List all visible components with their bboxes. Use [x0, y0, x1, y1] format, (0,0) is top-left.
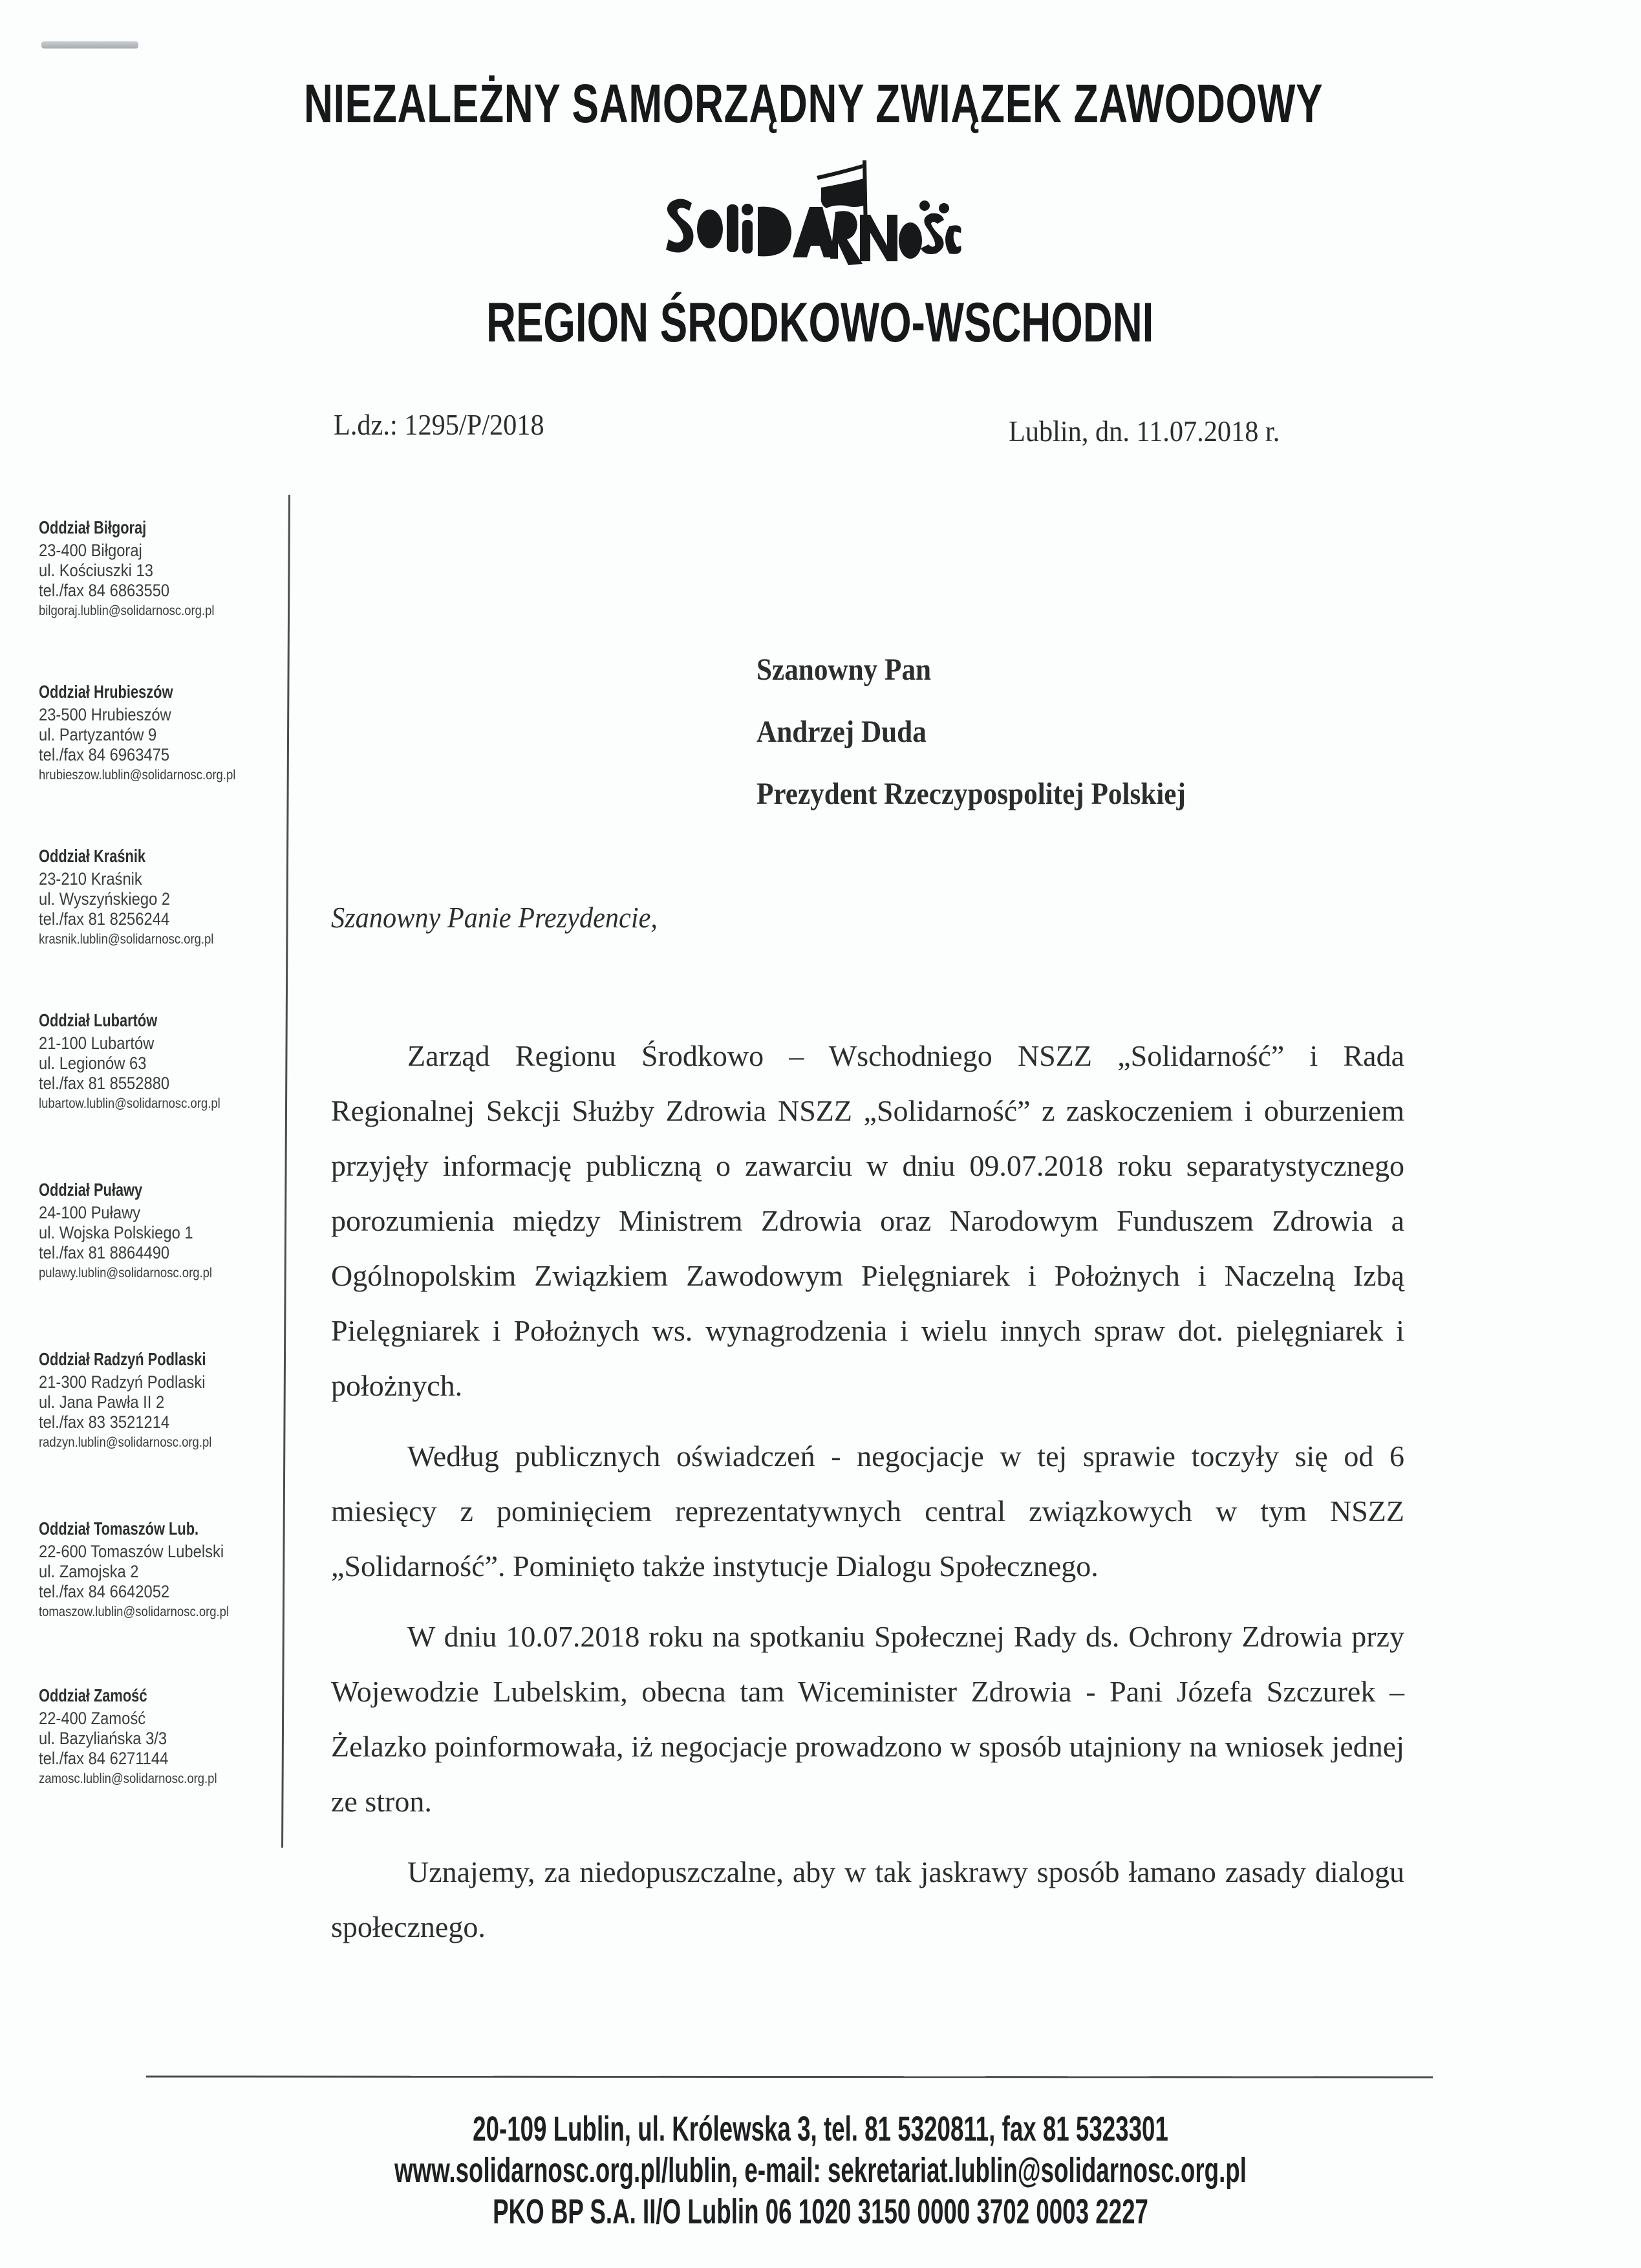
- recipient-greeting: Szanowny Pan: [756, 653, 932, 687]
- scan-artifact-mark: [41, 41, 138, 49]
- branch-postal: 21-100 Lubartów: [39, 1033, 155, 1053]
- branch-email: tomaszow.lublin@solidarnosc.org.pl: [39, 1604, 230, 1619]
- branch-postal: 23-500 Hrubieszów: [39, 705, 171, 724]
- branch-street: ul. Wyszyńskiego 2: [39, 889, 171, 909]
- branch-phone: tel./fax 84 6963475: [39, 745, 170, 764]
- branch-entry: [39, 682, 263, 785]
- salutation: Szanowny Panie Prezydencie,: [331, 901, 658, 934]
- body-paragraph: Uznajemy, za niedopuszczalne, aby w tak jaskrawy sposób łamano zasady dialogu społecznego.: [331, 1855, 1404, 1943]
- branch-postal: 21-300 Radzyń Podlaski: [39, 1372, 206, 1392]
- branch-phone: tel./fax 83 3521214: [39, 1412, 170, 1432]
- branch-street: ul. Legionów 63: [39, 1053, 147, 1073]
- branch-street: ul. Wojska Polskiego 1: [39, 1223, 193, 1242]
- branch-phone: tel./fax 81 8864490: [39, 1243, 170, 1262]
- footer-web-email: www.solidarnosc.org.pl/lublin, e-mail: sekretariat.lublin@solidarnosc.org.pl: [394, 2151, 1247, 2190]
- letterhead-footer: [0, 2108, 1641, 2232]
- solidarnosc-logo-icon: [660, 142, 963, 272]
- branch-phone: tel./fax 84 6863550: [39, 581, 170, 600]
- recipient-block: [756, 652, 1234, 838]
- branch-entry: [39, 517, 238, 621]
- branch-name: Oddział Radzyń Podlaski: [39, 1349, 206, 1369]
- branch-email: pulawy.lublin@solidarnosc.org.pl: [39, 1266, 213, 1280]
- branch-name: Oddział Zamość: [39, 1685, 147, 1705]
- branch-street: ul. Kościuszki 13: [39, 561, 153, 580]
- branch-name: Oddział Tomaszów Lub.: [39, 1518, 199, 1539]
- letter-date: Lublin, dn. 11.07.2018 r.: [1009, 415, 1280, 448]
- body-paragraph: Według publicznych oświadczeń - negocjacje w tej sprawie toczyły się od 6 miesięcy z pominięciem reprezentatywnych central związkowych w tym NSZZ „Solidarność”. Pominięto także instytucje Dialogu Społecznego.: [331, 1440, 1404, 1582]
- branch-entry: [39, 1349, 253, 1453]
- region-name-heading: REGION ŚRODKOWO-WSCHODNI: [486, 292, 1154, 354]
- branch-phone: tel./fax 81 8552880: [39, 1074, 170, 1093]
- branch-entry: [39, 1685, 241, 1789]
- branch-email: lubartow.lublin@solidarnosc.org.pl: [39, 1096, 220, 1111]
- branch-name: Oddział Lubartów: [39, 1010, 158, 1030]
- footer-divider: [146, 2075, 1433, 2078]
- branch-postal: 23-400 Biłgoraj: [39, 541, 142, 560]
- sidebar-divider: [281, 495, 290, 1848]
- branch-name: Oddział Biłgoraj: [39, 517, 147, 537]
- branch-email: bilgoraj.lublin@solidarnosc.org.pl: [39, 603, 215, 618]
- branch-entry: [39, 1180, 236, 1283]
- branch-email: radzyn.lublin@solidarnosc.org.pl: [39, 1435, 212, 1450]
- branch-entry: [39, 1518, 255, 1622]
- branch-phone: tel./fax 84 6271144: [39, 1749, 169, 1768]
- body-paragraph: W dniu 10.07.2018 roku na spotkaniu Społecznej Rady ds. Ochrony Zdrowia przy Wojewodzie Lubelskim, obecna tam Wiceminister Zdrowia - Pani Józefa Szczurek – Żelazko poinformowała, iż negocjacje prowadzono w sposób utajniony na wniosek jednej ze stron.: [331, 1620, 1404, 1818]
- branch-street: ul. Jana Pawła II 2: [39, 1392, 165, 1412]
- branch-email: zamosc.lublin@solidarnosc.org.pl: [39, 1771, 217, 1786]
- recipient-name: Andrzej Duda: [756, 715, 927, 749]
- branch-name: Oddział Hrubieszów: [39, 682, 173, 702]
- branch-email: hrubieszow.lublin@solidarnosc.org.pl: [39, 768, 236, 783]
- branch-email: krasnik.lublin@solidarnosc.org.pl: [39, 932, 214, 947]
- union-name-heading: NIEZALEŻNY SAMORZĄDNY ZWIĄZEK ZAWODOWY: [304, 73, 1324, 134]
- branch-street: ul. Partyzantów 9: [39, 725, 157, 744]
- letter-body: [331, 1028, 1404, 1970]
- footer-bank-account: PKO BP S.A. II/O Lublin 06 1020 3150 0000 3702 0003 2227: [493, 2192, 1148, 2231]
- branch-street: ul. Zamojska 2: [39, 1562, 139, 1581]
- recipient-title: Prezydent Rzeczypospolitej Polskiej: [756, 777, 1186, 811]
- branch-postal: 23-210 Kraśnik: [39, 869, 142, 889]
- branch-postal: 24-100 Puławy: [39, 1203, 141, 1222]
- body-paragraph: Zarząd Regionu Środkowo – Wschodniego NSZZ „Solidarność” i Rada Regionalnej Sekcji Służby Zdrowia NSZZ „Solidarność” z zaskoczeniem i oburzeniem przyjęły informację publiczną o zawarciu w dniu 09.07.2018 roku separatystycznego porozumienia między Ministrem Zdrowia oraz Narodowym Funduszem Zdrowia a Ogólnopolskim Związkiem Zawodowym Pielęgniarek i Położnych i Naczelną Izbą Pielęgniarek i Położnych ws. wynagrodzenia i wielu innych spraw dot. pielęgniarek i położnych.: [331, 1039, 1404, 1402]
- branch-phone: tel./fax 81 8256244: [39, 909, 170, 929]
- branch-name: Oddział Puławy: [39, 1180, 143, 1200]
- branch-entry: [39, 846, 237, 949]
- reference-number: L.dz.: 1295/P/2018: [334, 408, 544, 441]
- branch-phone: tel./fax 84 6642052: [39, 1582, 170, 1601]
- branch-postal: 22-400 Zamość: [39, 1709, 146, 1728]
- branch-name: Oddział Kraśnik: [39, 846, 146, 866]
- branch-street: ul. Bazyliańska 3/3: [39, 1729, 167, 1748]
- branch-postal: 22-600 Tomaszów Lubelski: [39, 1542, 224, 1561]
- footer-address: 20-109 Lublin, ul. Królewska 3, tel. 81 5320811, fax 81 5323301: [473, 2110, 1168, 2148]
- branch-entry: [39, 1010, 245, 1114]
